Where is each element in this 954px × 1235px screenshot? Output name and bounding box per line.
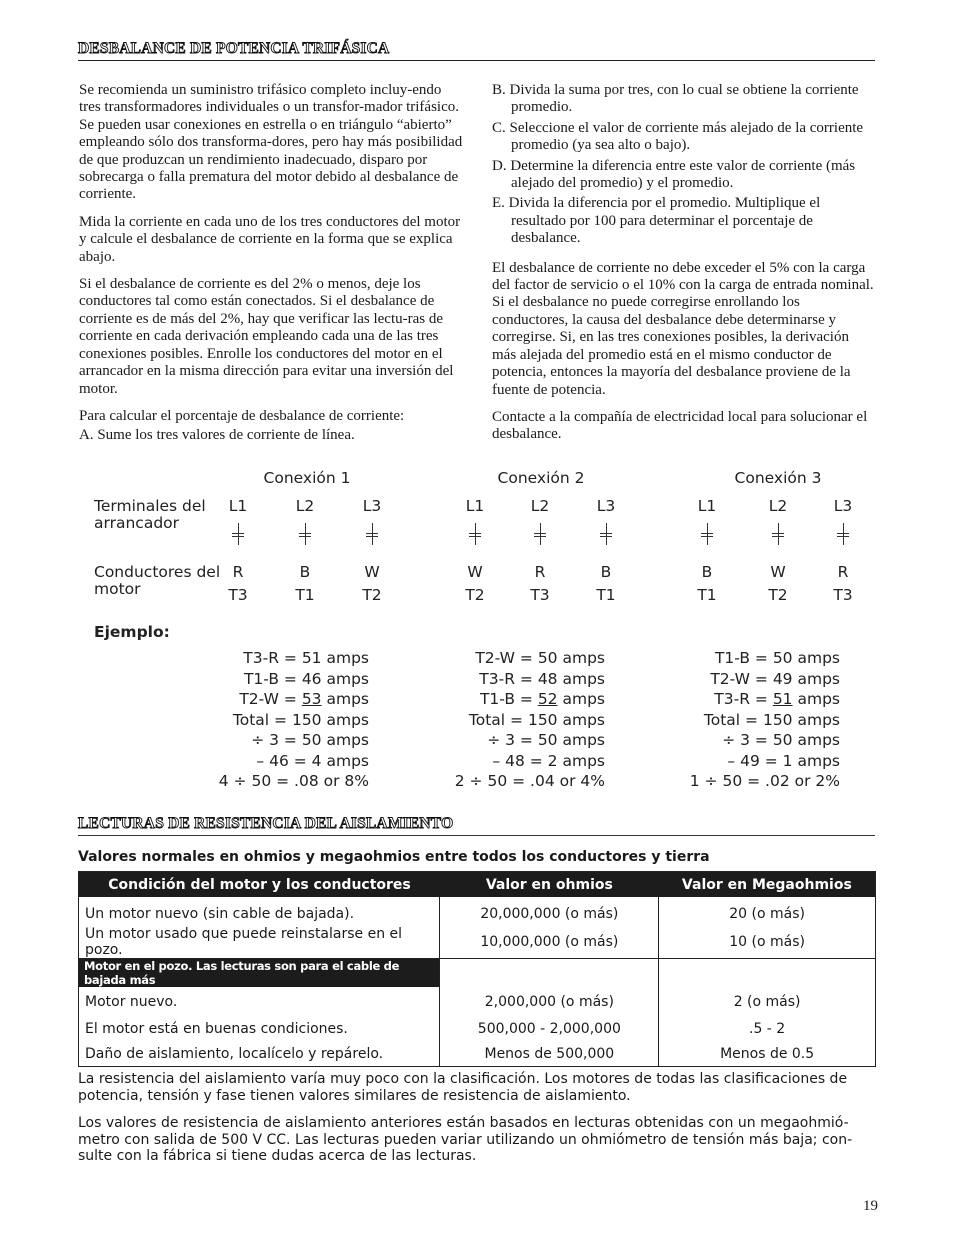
header-megohms: Valor en Megaohmios <box>659 872 876 898</box>
starter-terminal-label: L1 <box>228 497 248 515</box>
calc-unit: amps <box>557 669 605 688</box>
cell: Daño de aislamiento, localícelo y repárelo. <box>79 1041 440 1067</box>
connector-icon <box>534 523 546 545</box>
calc-unit: amps <box>557 731 605 749</box>
starter-terminal-label: L1 <box>697 497 717 515</box>
calc-value: 150 <box>527 710 558 729</box>
calc-unit: amps <box>557 751 605 770</box>
connector-icon <box>772 523 784 545</box>
calc-line <box>169 649 369 667</box>
paragraph: Mida la corriente en cada uno de los tres conductores del motor y calcule el desbalance de corriente en la forma que se explica abajo. <box>79 213 461 265</box>
label-motor-leads: Conductores del motor <box>94 563 221 598</box>
cell: 2,000,000 (o más) <box>440 987 659 1016</box>
calc-value: 51 <box>772 690 793 708</box>
calc-value: 51 <box>301 649 322 667</box>
cell: Menos de 0.5 <box>659 1041 876 1067</box>
calc-unit: amps <box>321 669 369 688</box>
calc-label: 1 ÷ 50 = <box>689 772 766 790</box>
calc-label: T3-R = <box>479 669 538 688</box>
calc-label: Total = <box>232 710 292 729</box>
connection-title: Conexión 3 <box>734 469 822 487</box>
cell: 20,000,000 (o más) <box>440 897 659 926</box>
calc-line <box>640 772 840 790</box>
paragraph: Se recomienda un suministro trifásico completo incluy-endo tres transformadores individuales o un transfor-mador trifásico. Se pueden usar conexiones en estrella o en triángulo “abierto” empleando sólo dos transforma-dores, pero hay más posibilidad de que produzcan un rendimiento inadecuado, disparo por sobrecarga o falla prematura del motor debido al desbalance de corriente. <box>79 82 463 203</box>
connector-icon <box>701 523 713 545</box>
step-c: C. Seleccione el valor de corriente más alejado de la corriente promedio (ya sea alto o bajo). <box>492 119 864 154</box>
starter-terminal-label: L3 <box>362 497 382 515</box>
calc-label: Total = <box>703 710 763 729</box>
cell: El motor está en buenas condiciones. <box>79 1016 440 1041</box>
calc-label: 4 ÷ 50 = <box>218 772 295 790</box>
calc-value: .08 or 8% <box>294 772 369 790</box>
wire-color-label: B <box>600 563 612 581</box>
calc-label: T3-R = <box>243 649 302 667</box>
calc-label: T1-B = <box>243 669 302 688</box>
paragraph: Si el desbalance de corriente es del 2% o menos, deje los conductores tal como están conectados. Si el desbalance de corriente es de más del 2%, hay que verificar las lectu-ras de corriente en cada derivación empleando cada una de las tres conexiones posibles. Enrolle los conductores del motor en el arrancador en la misma dirección para evitar una inversión del motor. <box>79 276 454 397</box>
calc-label: Total = <box>468 710 528 729</box>
calc-unit: amps <box>321 690 369 708</box>
footnote: La resistencia del aislamiento varía muy poco con la clasificación. Los motores de todas las clasificaciones de potencia, tensión y fase tienen valores similares de resistencia de aislamiento. <box>78 1071 848 1104</box>
calc-value: 150 <box>762 710 793 729</box>
calc-value: 53 <box>301 690 322 708</box>
connection-title: Conexión 1 <box>263 469 351 487</box>
insulation-table <box>78 871 876 1067</box>
left-column <box>79 82 463 455</box>
step-b: B. Divida la suma por tres, con lo cual se obtiene la corriente promedio. <box>492 82 859 116</box>
cell: Menos de 500,000 <box>440 1041 659 1067</box>
starter-terminal-label: L3 <box>833 497 853 515</box>
calc-label: T1-B = <box>479 690 538 708</box>
section-title-power-unbalance: DESBALANCE DE POTENCIA TRIFÁSICA <box>78 40 875 61</box>
table-subheader-row <box>79 959 876 988</box>
page-number: 19 <box>863 1198 878 1214</box>
calc-value: 50 <box>537 731 558 749</box>
cell <box>440 959 659 988</box>
calc-unit: amps <box>792 649 840 667</box>
wire-color-label: R <box>232 563 244 581</box>
calc-value: 52 <box>537 690 558 708</box>
motor-lead-label: T2 <box>768 586 788 604</box>
calc-unit: amps <box>792 669 840 688</box>
wire-color-label: R <box>837 563 849 581</box>
starter-terminal-label: L2 <box>295 497 315 515</box>
calc-label: – 48 = <box>492 751 548 770</box>
calc-label: 2 ÷ 50 = <box>454 772 531 790</box>
cell <box>659 959 876 988</box>
wire-color-label: W <box>364 563 380 581</box>
calc-unit: amps <box>557 649 605 667</box>
calc-line <box>169 731 369 749</box>
calc-line <box>640 731 840 749</box>
calc-label: T2-W = <box>475 649 538 667</box>
calc-unit: amps <box>321 751 369 770</box>
right-column <box>492 82 876 454</box>
wire-color-label: W <box>770 563 786 581</box>
connector-icon <box>232 523 244 545</box>
calc-line <box>169 752 369 770</box>
calc-unit: amps <box>792 690 840 708</box>
table-row <box>79 926 876 959</box>
motor-lead-label: T1 <box>596 586 616 604</box>
calc-label: T1-B = <box>714 649 773 667</box>
table-row <box>79 987 876 1016</box>
calc-value: 4 <box>311 751 322 770</box>
calc-unit: amps <box>792 710 840 729</box>
calc-unit: amps <box>792 731 840 749</box>
wire-color-label: W <box>467 563 483 581</box>
wire-color-label: R <box>534 563 546 581</box>
calc-line <box>640 752 840 770</box>
wire-color-label: B <box>299 563 311 581</box>
connector-icon <box>469 523 481 545</box>
calc-label: – 49 = <box>727 751 783 770</box>
calc-line <box>405 670 605 688</box>
label-starter-terminals: Terminales del arrancador <box>94 497 206 532</box>
cell: Motor nuevo. <box>79 987 440 1016</box>
paragraph: Para calcular el porcentaje de desbalance de corriente: <box>79 407 405 424</box>
calc-value: 46 <box>301 669 322 688</box>
calc-unit: amps <box>557 710 605 729</box>
motor-lead-label: T1 <box>697 586 717 604</box>
connector-icon <box>299 523 311 545</box>
starter-terminal-label: L2 <box>530 497 550 515</box>
table-row <box>79 1016 876 1041</box>
calc-line <box>405 772 605 790</box>
example-label: Ejemplo: <box>94 623 170 641</box>
motor-lead-label: T2 <box>465 586 485 604</box>
starter-terminal-label: L3 <box>596 497 616 515</box>
calc-value: 2 <box>547 751 558 770</box>
cell: 20 (o más) <box>659 897 876 926</box>
cell: .5 - 2 <box>659 1016 876 1041</box>
calc-line <box>640 670 840 688</box>
table-row <box>79 1041 876 1067</box>
motor-lead-label: T1 <box>295 586 315 604</box>
paragraph: Contacte a la compañía de electricidad local para solucionar el desbalance. <box>492 408 868 443</box>
cell: 500,000 - 2,000,000 <box>440 1016 659 1041</box>
calc-line <box>640 711 840 729</box>
wire-color-label: B <box>701 563 713 581</box>
motor-lead-label: T3 <box>833 586 853 604</box>
calc-value: 1 <box>782 751 793 770</box>
calc-line <box>405 649 605 667</box>
header-ohms: Valor en ohmios <box>440 872 659 898</box>
calc-unit: amps <box>321 710 369 729</box>
calc-value: .04 or 4% <box>530 772 605 790</box>
paragraph: El desbalance de corriente no debe exceder el 5% con la carga del factor de servicio o el 10% con la carga de entrada nominal. Si el desbalance no puede corregirse enrollando los conductores, la causa del desbalance debe determinarse y corregirse. Si, en las tres conexiones posibles, la derivación más alejada del promedio está en el mismo conductor de potencia, entonces la mayoría del desbalance proviene de la fuente de potencia. <box>492 259 874 398</box>
calc-line <box>405 731 605 749</box>
cell: 2 (o más) <box>659 987 876 1016</box>
calc-line <box>169 772 369 790</box>
cell: 10 (o más) <box>659 926 876 959</box>
cell: Un motor nuevo (sin cable de bajada). <box>79 897 440 926</box>
table-row <box>79 897 876 926</box>
calc-value: 50 <box>772 731 793 749</box>
table-heading: Valores normales en ohmios y megaohmios entre todos los conductores y tierra <box>78 849 710 865</box>
header-condition: Condición del motor y los conductores <box>79 872 440 898</box>
cell: Un motor usado que puede reinstalarse en el pozo. <box>79 926 440 959</box>
calc-label: ÷ 3 = <box>487 731 538 749</box>
table-header-row <box>79 872 876 898</box>
calc-line <box>169 690 369 708</box>
calc-line <box>640 649 840 667</box>
calc-value: 49 <box>772 669 793 688</box>
calc-value: .02 or 2% <box>765 772 840 790</box>
starter-terminal-label: L2 <box>768 497 788 515</box>
connector-icon <box>837 523 849 545</box>
footnote: Los valores de resistencia de aislamiento anteriores están basados en lecturas obtenidas con un megaohmió-metro con salida de 500 V CC. Las lecturas pueden variar utilizando un ohmiómetro de tensión más baja; con-sulte con la fábrica si tiene dudas acerca de las lecturas. <box>78 1115 853 1164</box>
motor-lead-label: T3 <box>228 586 248 604</box>
calc-line <box>405 690 605 708</box>
motor-lead-label: T3 <box>530 586 550 604</box>
calc-line <box>640 690 840 708</box>
cell: 10,000,000 (o más) <box>440 926 659 959</box>
section-title-insulation: LECTURAS DE RESISTENCIA DEL AISLAMIENTO <box>78 815 875 836</box>
calc-unit: amps <box>321 649 369 667</box>
calc-unit: amps <box>557 690 605 708</box>
step-e: E. Divida la diferencia por el promedio. Multiplique el resultado por 100 para determinar el porcentaje de desbalance. <box>492 195 821 247</box>
calc-line <box>169 670 369 688</box>
calc-value: 50 <box>537 649 558 667</box>
connector-icon <box>366 523 378 545</box>
calc-unit: amps <box>321 731 369 749</box>
calc-unit: amps <box>792 751 840 770</box>
starter-terminal-label: L1 <box>465 497 485 515</box>
connector-icon <box>600 523 612 545</box>
calc-label: T3-R = <box>714 690 773 708</box>
calc-value: 48 <box>537 669 558 688</box>
calc-label: T2-W = <box>239 690 302 708</box>
motor-lead-label: T2 <box>362 586 382 604</box>
calc-line <box>405 711 605 729</box>
calc-value: 50 <box>772 649 793 667</box>
calc-line <box>405 752 605 770</box>
calc-label: T2-W = <box>710 669 773 688</box>
calc-value: 150 <box>291 710 322 729</box>
step-d: D. Determine la diferencia entre este valor de corriente (más alejado del promedio) y el promedio. <box>492 157 856 192</box>
step-a: A. Sume los tres valores de corriente de línea. <box>79 427 355 444</box>
connection-title: Conexión 2 <box>497 469 585 487</box>
calc-label: ÷ 3 = <box>251 731 302 749</box>
calc-line <box>169 711 369 729</box>
subheader-motor-in-well: Motor en el pozo. Las lecturas son para el cable de bajada más <box>79 959 440 988</box>
calc-value: 50 <box>301 731 322 749</box>
calc-label: – 46 = <box>256 751 312 770</box>
calc-label: ÷ 3 = <box>722 731 773 749</box>
